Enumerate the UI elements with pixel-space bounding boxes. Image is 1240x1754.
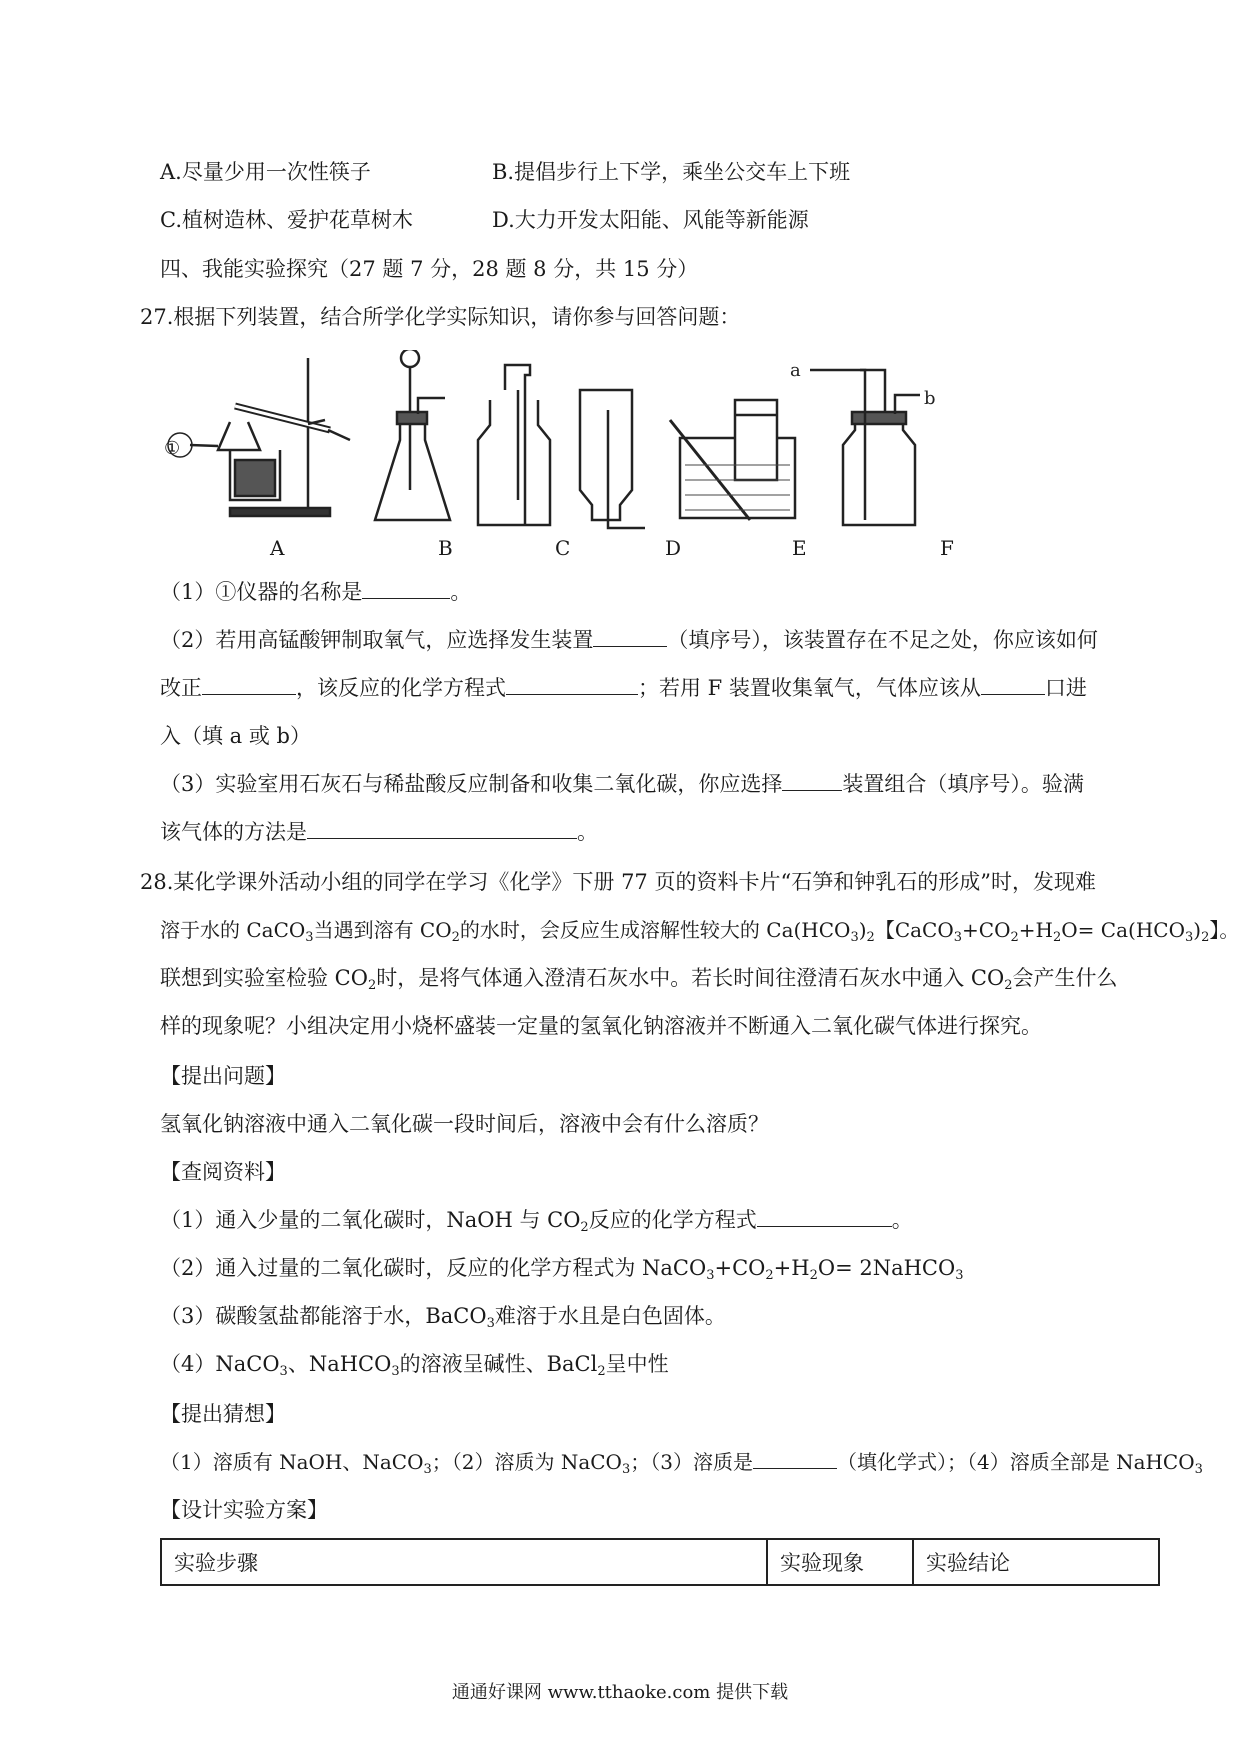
info-3 [160,1302,726,1330]
subscript: 3 [621,1462,631,1477]
q27-part2-text: 口进 [1044,676,1087,700]
heading-design: 【设计实验方案】 [160,1498,328,1522]
q27-part3-text: （3）实验室用石灰石与稀盐酸反应制备和收集二氧化碳，你应选择 [160,772,783,796]
apparatus-a [168,358,350,516]
text: +CO [962,918,1011,942]
subscript: 3 [953,930,963,945]
subscript: 3 [391,1364,400,1379]
text: +CO [714,1256,766,1280]
option-a: A.尽量少用一次性筷子 [160,160,371,184]
experiment-table [160,1538,1160,1586]
subscript: 2 [866,930,875,945]
figure-label-c: C [555,536,571,560]
section-heading: 四、我能实验探究（27 题 7 分，28 题 8 分，共 15 分） [160,257,699,281]
subscript: 2 [1201,930,1210,945]
answer-blank[interactable] [981,674,1045,695]
q27-part3-line1 [160,770,1084,798]
answer-blank[interactable] [506,674,638,695]
text: （3）碳酸氢盐都能溶于水，BaCO [160,1304,487,1328]
subscript: 3 [423,1462,432,1477]
subscript: 2 [1010,930,1019,945]
apparatus-f [810,370,920,525]
text: 、NaHCO [287,1352,392,1376]
text: ；（3）溶质是 [630,1450,753,1474]
q27-stem: 27.根据下列装置，结合所学化学实际知识，请你参与回答问题： [140,305,741,329]
text: ) [1193,918,1202,942]
answer-blank[interactable] [593,626,667,647]
subscript: 3 [305,930,314,945]
text: 呈中性 [605,1352,669,1376]
heading-info: 【查阅资料】 [160,1160,286,1184]
text: 反应的化学方程式 [588,1208,757,1232]
text: 联想到实验室检验 CO [160,966,368,990]
answer-blank[interactable] [757,1206,892,1227]
info-4 [160,1350,669,1378]
text: 会产生什么 [1012,966,1118,990]
question-text: 氢氧化钠溶液中通入二氧化碳一段时间后，溶液中会有什么溶质？ [160,1112,769,1136]
q27-part1-text: （1）①仪器的名称是 [160,580,363,604]
q28-line3 [160,964,1118,992]
subscript: 2 [580,1220,589,1235]
subscript: 2 [765,1268,774,1283]
q27-part2-text: ，该反应的化学方程式 [296,676,506,700]
q28-line1: 28.某化学课外活动小组的同学在学习《化学》下册 77 页的资料卡片“石笋和钟乳石的形成”时，发现难 [140,870,1096,894]
answer-blank[interactable] [202,674,296,695]
q27-part3-text: 该气体的方法是 [160,820,307,844]
text: 溶于水的 CaCO [160,918,306,942]
text: ；（2）溶质为 NaCO [431,1450,622,1474]
figure-label-f: F [940,536,954,560]
info-1 [160,1206,913,1234]
subscript: 2 [1004,978,1013,993]
header-phenomena: 实验现象 [767,1539,913,1585]
q27-part1-end: 。 [450,580,472,604]
text: +H [773,1256,810,1280]
subscript: 3 [706,1268,715,1283]
subscript: 2 [367,978,377,993]
q27-part2-line1 [160,626,1098,654]
option-d: D.大力开发太阳能、风能等新能源 [492,208,809,232]
text: 时，是将气体通入澄清石灰水中。若长时间往澄清石灰水中通入 CO [376,966,1005,990]
heading-question: 【提出问题】 [160,1064,286,1088]
table-header-row [161,1539,1159,1585]
subscript: 3 [279,1364,288,1379]
q27-part2-line3: 入（填 a 或 b） [160,724,311,748]
q27-part3-end: 。 [577,820,598,844]
text: （填化学式）；（4）溶质全部是 NaHCO [836,1450,1195,1474]
option-c: C.植树造林、爱护花草树木 [160,208,413,232]
q28-line4: 样的现象呢？小组决定用小烧杯盛装一定量的氢氧化钠溶液并不断通入二氧化碳气体进行探究。 [160,1014,1042,1038]
subscript: 2 [451,930,460,945]
figure-label-e: E [792,536,807,560]
q27-part2-text: 改正 [160,676,202,700]
port-b-label: b [924,388,936,409]
text: 【CaCO [874,918,954,942]
text: （1）溶质有 NaOH、NaCO [160,1450,424,1474]
text: （2）通入过量的二氧化碳时，反应的化学方程式为 NaCO [160,1256,707,1280]
text: 的水时，会反应生成溶解性较大的 Ca(HCO [459,918,851,942]
text: （4）NaCO [160,1352,280,1376]
q27-part3-text: 装置组合（填序号）。验满 [842,772,1084,796]
subscript: 3 [1194,1462,1203,1477]
text: 】。 [1209,918,1240,942]
text: （1）通入少量的二氧化碳时，NaOH 与 CO [160,1208,581,1232]
apparatus-b [375,350,450,520]
footer-text: 通通好课网 www.tthaoke.com 提供下载 [451,1682,789,1703]
text: ) [858,918,867,942]
apparatus-c [478,365,550,525]
subscript: 3 [486,1316,495,1331]
q27-part2-text: （2）若用高锰酸钾制取氧气，应选择发生装置 [160,628,594,652]
text: O= 2NaHCO [817,1256,956,1280]
q27-part3-line2 [160,818,598,846]
option-b: B.提倡步行上下学，乘坐公交车上下班 [492,160,851,184]
header-steps: 实验步骤 [161,1539,767,1585]
apparatus-e [670,400,795,520]
subscript: 2 [1053,930,1062,945]
q27-part2-text: ；若用 F 装置收集氧气，气体应该从 [638,676,981,700]
text: 的溶液呈碱性、BaCl [399,1352,598,1376]
header-conclusion: 实验结论 [913,1539,1159,1585]
answer-blank[interactable] [753,1448,837,1469]
heading-guess: 【提出猜想】 [160,1402,286,1426]
q27-part2-text: （填序号），该装置存在不足之处，你应该如何 [667,628,1098,652]
text: 难溶于水且是白色固体。 [494,1304,726,1328]
text: 当遇到溶有 CO [313,918,452,942]
apparatus-drawing [160,350,1040,540]
marker-label: ① [164,438,181,459]
text: O= Ca(HCO [1061,918,1185,942]
subscript: 2 [809,1268,818,1283]
port-a-label: a [790,360,801,381]
figure-label-d: D [665,536,682,560]
answer-blank[interactable] [307,818,577,839]
q27-part2-line2 [160,674,1087,702]
apparatus-figure [160,350,1040,560]
apparatus-d [580,390,645,528]
subscript: 3 [850,930,859,945]
figure-label-b: B [438,536,453,560]
info-2 [160,1254,964,1282]
subscript: 2 [597,1364,606,1379]
figure-label-a: A [270,536,285,560]
answer-blank[interactable] [782,770,842,791]
q27-part1 [160,578,471,606]
subscript: 3 [1184,930,1194,945]
text: +H [1018,918,1053,942]
text: 。 [891,1208,913,1232]
q28-line2 [160,916,1239,944]
guess-line [160,1448,1203,1476]
answer-blank[interactable] [362,578,450,599]
subscript: 3 [955,1268,964,1283]
